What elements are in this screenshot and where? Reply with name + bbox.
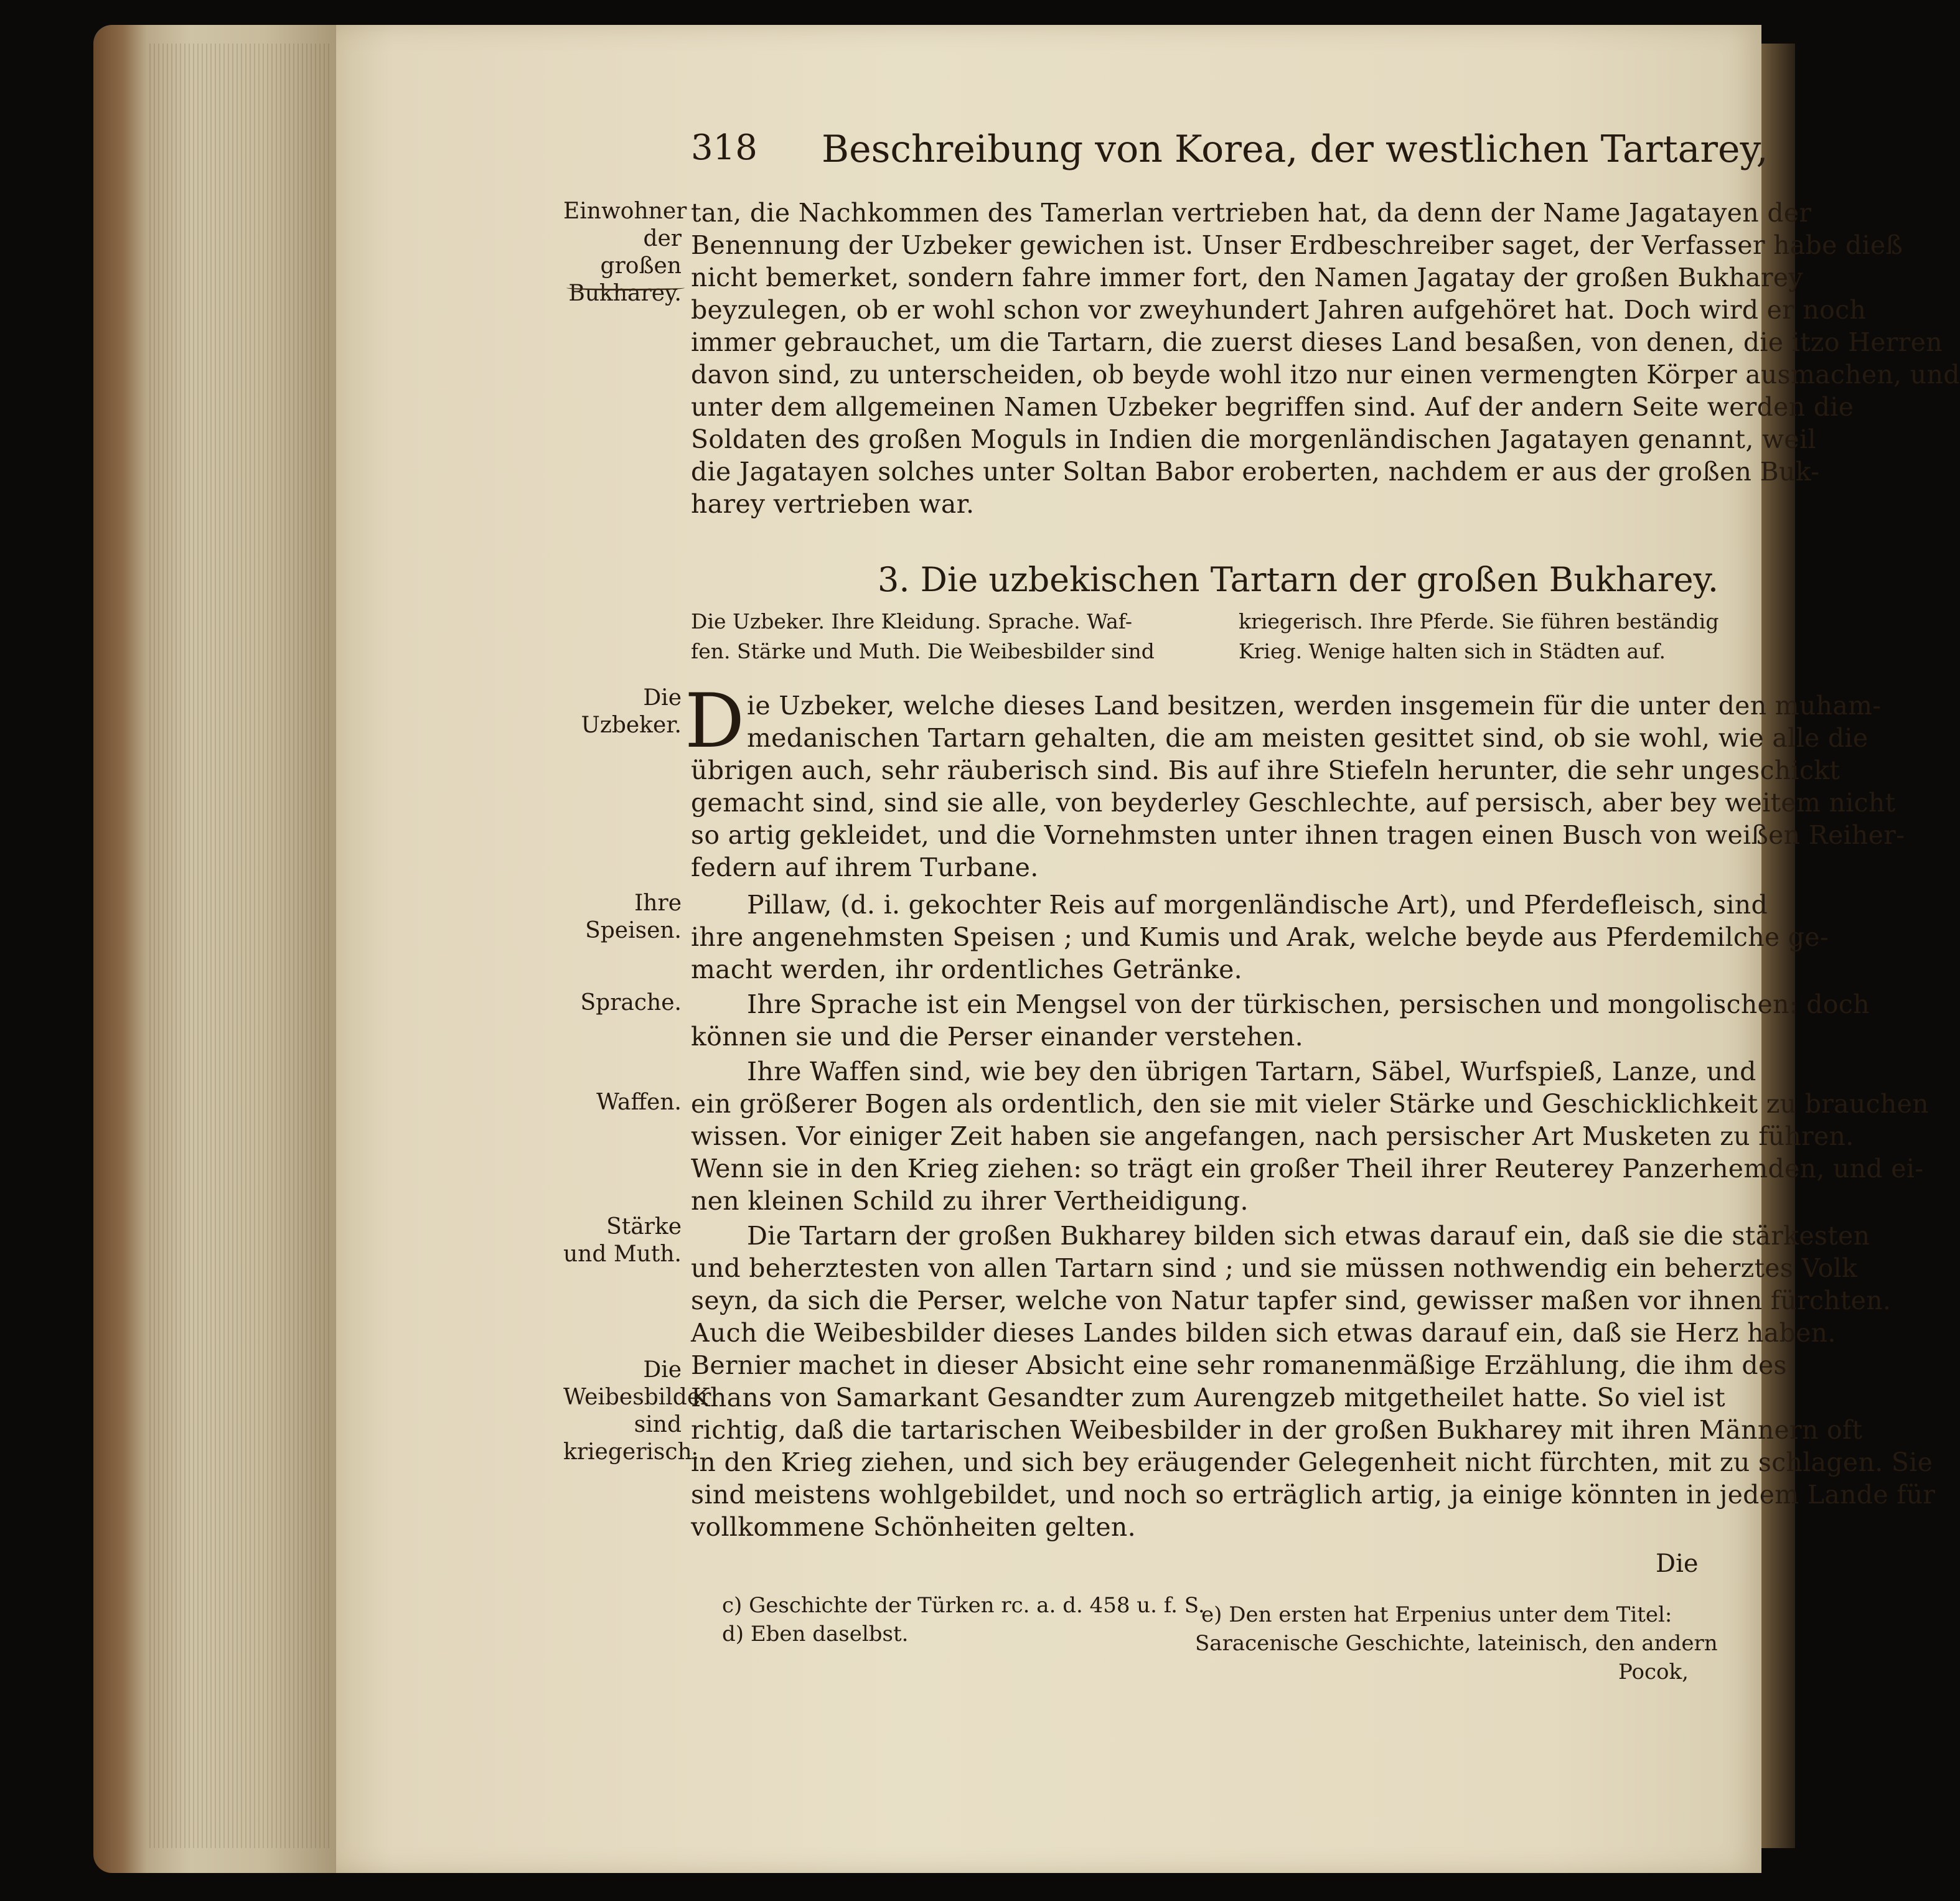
text-line: in den Krieg ziehen, und sich bey eräugender Gelegenheit nicht fürchten, mit zu schlagen. Sie — [691, 1447, 1933, 1477]
text-line: macht werden, ihr ordentliches Getränke. — [691, 955, 1242, 984]
running-title: Beschreibung von Korea, der westlichen Tartarey, — [822, 128, 1768, 171]
section-title: 3. Die uzbekischen Tartarn der großen Bukharey. — [878, 560, 1719, 599]
text-line: gemacht sind, sind sie alle, von beyderley Geschlechte, auf persisch, aber bey weitem nicht — [691, 788, 1896, 818]
margin-note-uzbeker: Die Uzbeker. — [581, 685, 682, 738]
text-line: tan, die Nachkommen des Tamerlan vertrieben hat, da denn der Name Jagatayen der — [691, 198, 1812, 228]
summary-line: kriegerisch. Ihre Pferde. Sie führen beständig — [1239, 609, 1719, 633]
text-line: Benennung der Uzbeker gewichen ist. Unser Erdbeschreiber saget, der Verfasser habe dieß — [691, 230, 1903, 260]
text-line: Auch die Weibesbilder dieses Landes bilden sich etwas darauf ein, daß sie Herz haben. — [691, 1318, 1836, 1348]
summary-line: fen. Stärke und Muth. Die Weibesbilder sind — [691, 639, 1155, 663]
text-line: wissen. Vor einiger Zeit haben sie angefangen, nach persischer Art Musketen zu führen. — [691, 1121, 1854, 1151]
text-line: können sie und die Perser einander verstehen. — [691, 1022, 1303, 1052]
text-line: so artig gekleidet, und die Vornehmsten unter ihnen tragen einen Busch von weißen Reiher- — [691, 820, 1905, 850]
page-number: 318 — [691, 128, 757, 168]
text-line: nen kleinen Schild zu ihrer Vertheidigung. — [691, 1186, 1249, 1216]
text-line: ie Uzbeker, welche dieses Land besitzen, werden insgemein für die unter den muham- — [747, 691, 1882, 721]
text-line: beyzulegen, ob er wohl schon vor zweyhundert Jahren aufgehöret hat. Doch wird er noch — [691, 295, 1867, 325]
text-line: richtig, daß die tartarischen Weibesbilder in der großen Bukharey mit ihren Männern oft — [691, 1415, 1863, 1445]
text-line: vollkommene Schönheiten gelten. — [691, 1512, 1136, 1542]
footnote: d) Eben daselbst. — [722, 1622, 909, 1646]
text-line: unter dem allgemeinen Namen Uzbeker begriffen sind. Auf der andern Seite werden die — [691, 392, 1854, 422]
margin-bracket — [566, 285, 685, 291]
text-line: die Jagatayen solches unter Soltan Babor eroberten, nachdem er aus der großen Buk- — [691, 457, 1820, 487]
text-line: Khans von Samarkant Gesandter zum Aurengzeb mitgetheilet hatte. So viel ist — [691, 1383, 1725, 1413]
catchword: Die — [1656, 1549, 1699, 1578]
text-line: seyn, da sich die Perser, welche von Natur tapfer sind, gewisser maßen vor ihnen fürchten. — [691, 1286, 1892, 1315]
footnote: e) Den ersten hat Erpenius unter dem Titel: — [1201, 1602, 1672, 1627]
text-line: Bernier machet in dieser Absicht eine sehr romanenmäßige Erzählung, die ihm des — [691, 1350, 1787, 1380]
text-line: ein größerer Bogen als ordentlich, den sie mit vieler Stärke und Geschicklichkeit zu brauchen — [691, 1089, 1929, 1119]
margin-note-einwohner: Einwohner der großen Bukharey. — [563, 199, 687, 306]
text-line: medanischen Tartarn gehalten, die am meisten gesittet sind, ob sie wohl, wie alle die — [747, 723, 1869, 753]
text-line: übrigen auch, sehr räuberisch sind. Bis auf ihre Stiefeln herunter, die sehr ungeschickt — [691, 755, 1840, 785]
footnote: c) Geschichte der Türken rc. a. d. 458 u. f. S. — [722, 1593, 1205, 1618]
text-line: Wenn sie in den Krieg ziehen: so trägt ein großer Theil ihrer Reuterey Panzerhemden, und ei- — [691, 1154, 1924, 1184]
text-line: Soldaten des großen Moguls in Indien die morgenländischen Jagatayen genannt, weil — [691, 424, 1816, 454]
text-line: Ihre Sprache ist ein Mengsel von der türkischen, persischen und mongolischen: doch — [747, 989, 1870, 1019]
text-line: davon sind, zu unterscheiden, ob beyde wohl itzo nur einen vermengten Körper ausmachen, und — [691, 360, 1960, 390]
summary-left — [691, 607, 1155, 666]
summary-line: Die Uzbeker. Ihre Kleidung. Sprache. Waf- — [691, 609, 1132, 633]
summary-right — [1239, 607, 1719, 666]
footnote: Pocok, — [1618, 1660, 1689, 1684]
text-line: immer gebrauchet, um die Tartarn, die zuerst dieses Land besaßen, von denen, die itzo Herren — [691, 327, 1943, 357]
drop-cap: D — [685, 678, 745, 765]
text-line: federn auf ihrem Turbane. — [691, 852, 1039, 882]
text-line: nicht bemerket, sondern fahre immer fort, den Namen Jagatay der großen Bukharey — [691, 263, 1803, 292]
margin-note-weibesbilder: Die Weibesbilder sind kriegerisch. — [563, 1357, 711, 1465]
text-line: ihre angenehmsten Speisen ; und Kumis und Arak, welche beyde aus Pferdemilche ge- — [691, 922, 1829, 952]
text-line: und beherztesten von allen Tartarn sind ; und sie müssen nothwendig ein beherztes Volk — [691, 1253, 1858, 1283]
text-line: Pillaw, (d. i. gekochter Reis auf morgenländische Art), und Pferdefleisch, sind — [747, 890, 1768, 920]
margin-note-sprache: Sprache. — [580, 990, 682, 1016]
text-line: Die Tartarn der großen Bukharey bilden sich etwas darauf ein, daß sie die stärkesten — [747, 1221, 1870, 1251]
summary-line: Krieg. Wenige halten sich in Städten auf. — [1239, 639, 1666, 663]
book-page-edges — [93, 25, 336, 1873]
margin-note-waffen: Waffen. — [596, 1090, 682, 1115]
margin-note-staerke: Stärke und Muth. — [563, 1214, 682, 1267]
text-line: Ihre Waffen sind, wie bey den übrigen Tartarn, Säbel, Wurfspieß, Lanze, und — [747, 1057, 1756, 1086]
margin-note-speisen: Ihre Speisen. — [585, 890, 682, 943]
text-line: sind meistens wohlgebildet, und noch so erträglich artig, ja einige könnten in jedem Lande für — [691, 1480, 1936, 1510]
footnote: Saracenische Geschichte, lateinisch, den andern — [1195, 1631, 1718, 1656]
text-line: harey vertrieben war. — [691, 489, 975, 519]
